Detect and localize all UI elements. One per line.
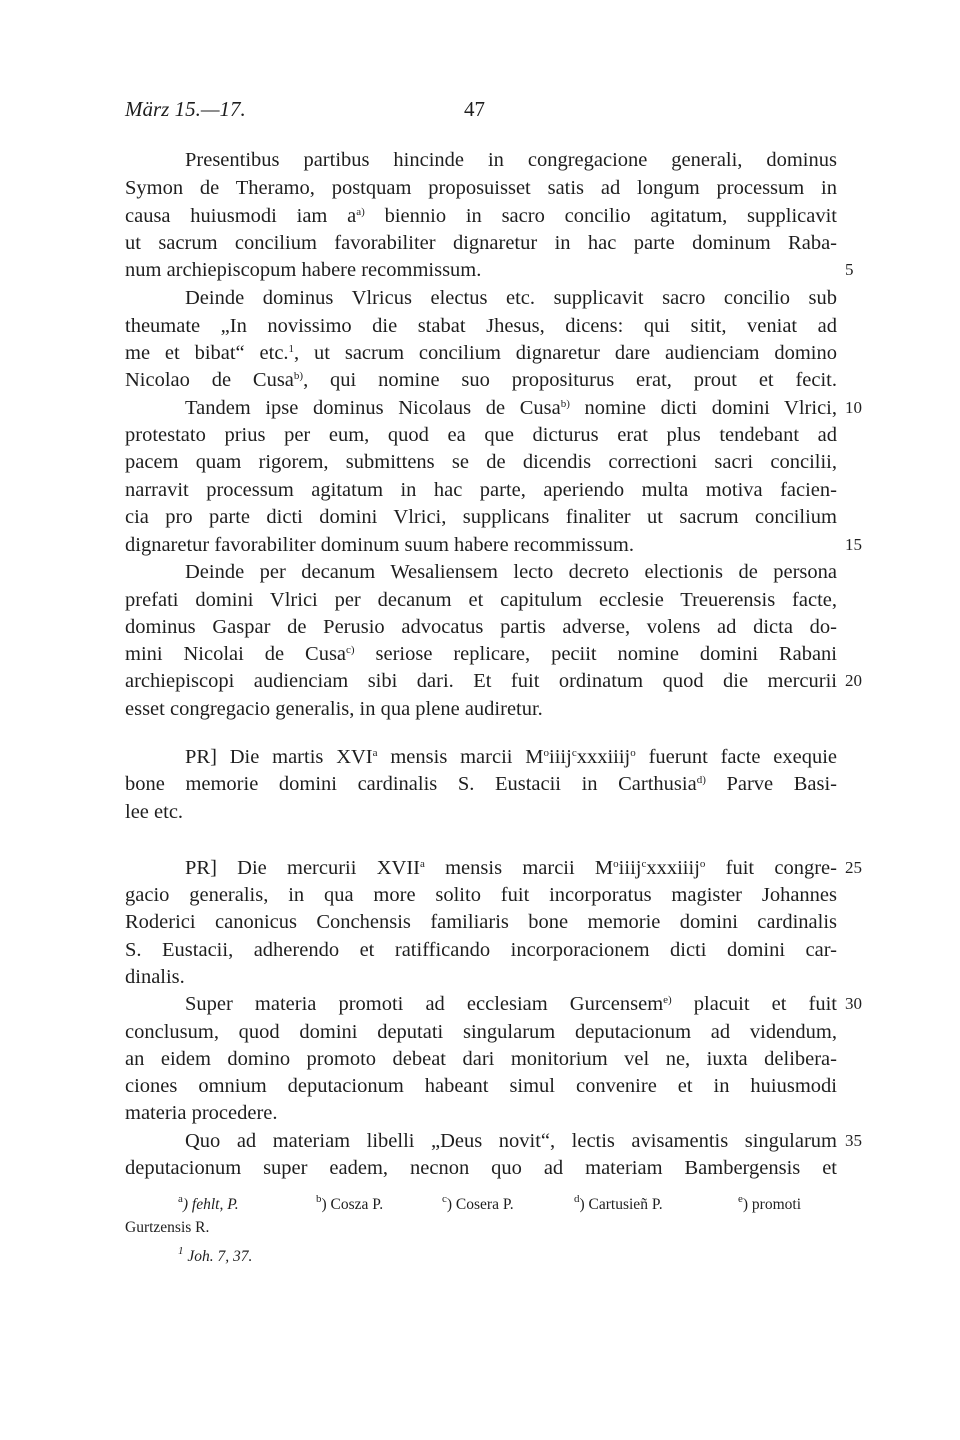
text-line: ciones omnium deputacionum habeant simul convenire et in huiusmodi [125,1075,837,1097]
text-span: fuerunt facte exequie [635,746,837,768]
text-line [125,203,837,229]
text-line: deputacionum super eadem, necnon quo ad materiam Bambergensis et [125,1157,837,1179]
text-line: S. Eustacii, adherendo et ratifficando incorporacionem dicti domini car- [125,939,837,961]
text-line [185,991,837,1017]
footnote-mark: 1 [178,1245,184,1257]
text-line [125,340,837,366]
text-line: Symon de Theramo, postquam proposuisset satis ad longum processum in [125,177,837,199]
text-line: dominus Gaspar de Perusio advocatus partis adverse, volens ad dicta do- [125,616,837,638]
footnote-e-continuation: Gurtzensis R. [125,1219,210,1236]
superscript: a [419,858,425,870]
text-span: bone memorie domini cardinalis S. Eustacii in Carthusia [125,773,697,795]
text-line: dignaretur favorabiliter dominum suum habere recommissum. [125,534,634,556]
text-span: iiij [618,857,642,879]
line-number: 25 [845,858,862,877]
superscript: a [372,747,378,759]
superscript: o [613,858,619,870]
footnote-text: ) promoti [742,1196,802,1213]
text-line: conclusum, quod domini deputati singularum deputacionum ad videndum, [125,1021,837,1043]
text-span: PR] Die martis XVI [185,746,373,768]
text-line: lee etc. [125,801,184,823]
text-span: causa huiusmodi iam a [125,205,357,227]
text-span: me et bibat“ etc. [125,342,289,364]
text-span: seriose replicare, peciit nomine domini Rabani [354,643,837,665]
footnote-text: ) Cosera P. [446,1196,514,1213]
line-number: 5 [845,260,854,279]
text-line: an eidem domino promoto debeat dari monitorium vel ne, iuxta delibera- [125,1048,837,1070]
superscript: o [699,858,706,870]
text-line: ut sacrum concilium favorabiliter dignaretur in hac parte dominum Raba- [125,232,837,254]
text-line: pacem quam rigorem, submittens se de dicendis correctioni sacri concilii, [125,451,837,473]
footnote-text: ) Cartusieñ P. [579,1196,663,1213]
line-number: 10 [845,398,862,417]
footnote-marker: 1 [288,343,295,355]
text-line: protestato prius per eum, quod ea que dicturus erat plus tendebant ad [125,424,837,446]
footnote-e [738,1194,801,1216]
text-span: , ut sacrum concilium dignaretur dare audienciam domino [294,342,837,364]
footnote-marker: b) [293,370,304,382]
text-line: num archiepiscopum habere recommissum. [125,259,482,281]
text-line [185,395,837,421]
text-line [185,744,837,770]
line-number: 35 [845,1131,862,1150]
footnote-a [178,1194,239,1216]
footnote-marker: a) [356,206,365,218]
running-head [0,97,960,123]
footnote-mark: c [442,1193,447,1205]
text-span: mensis marcii M [377,746,544,768]
text-line: materia procedere. [125,1102,278,1124]
text-line [125,367,837,393]
superscript: o [630,747,636,759]
footnote-c [442,1194,514,1216]
text-line: narravit processum agitatum in hac parte, aperiendo multa motiva facien- [125,479,837,501]
text-line: gacio generalis, in qua more solito fuit incorporatus magister Johannes [125,884,837,906]
running-head-date: März 15.—17. [125,97,246,121]
text-line: dinalis. [125,966,185,988]
footnote-mark: a [178,1193,183,1205]
text-line [125,771,837,797]
text-span: mini Nicolai de Cusa [125,643,347,665]
footnote-mark: e [738,1193,743,1205]
text-line [185,855,837,881]
line-number: 15 [845,535,862,554]
line-number: 20 [845,671,862,690]
line-number: 30 [845,994,862,1013]
superscript: o [543,747,550,759]
footnote-text: ) Cosza P. [321,1196,384,1213]
footnote-mark: d [574,1193,580,1205]
text-span: , qui nomine suo propositurus erat, prout et fecit. [303,369,837,391]
text-line: cia pro parte dicti domini Vlrici, supplicans finaliter ut sacrum concilium [125,506,837,528]
superscript: c [571,747,577,759]
superscript: c [641,858,647,870]
text-line: Deinde dominus Vlricus electus etc. supplicavit sacro concilio sub [185,287,837,309]
text-span: Parve Basi- [705,773,838,795]
footnote-mark: b [316,1193,322,1205]
text-span: biennio in sacro concilio agitatum, supplicavit [364,205,837,227]
text-span: nomine dicti domini Vlrici, [569,397,837,419]
text-line: Deinde per decanum Wesaliensem lecto decreto electionis de persona [185,561,837,583]
text-line: Presentibus partibus hincinde in congregacione generali, dominus [185,149,837,171]
footnote-text: ) fehlt, P. [182,1196,239,1213]
text-line: esset congregacio generalis, in qua plene audiretur. [125,698,543,720]
text-span: xxxiiij [646,857,700,879]
footnote-b [316,1194,383,1216]
text-span: xxxiiij [576,746,631,768]
text-line [125,641,837,667]
text-span: iiij [549,746,572,768]
footnote-reference [178,1246,252,1268]
text-span: placuit et fuit [671,993,837,1015]
text-span: Tandem ipse dominus Nicolaus de Cusa [185,397,561,419]
footnote-marker: d) [696,774,706,786]
text-span: mensis marcii M [424,857,614,879]
text-line: theumate „In novissimo die stabat Jhesus, dicens: qui sitit, veniat ad [125,315,837,337]
footnote-marker: c) [346,644,355,656]
text-line: Roderici canonicus Conchensis familiaris bone memorie domini cardinalis [125,911,837,933]
page-number: 47 [464,97,485,121]
text-span: fuit congre- [705,857,837,879]
text-line: prefati domini Vlrici per decanum et capitulum ecclesie Treuerensis facte, [125,589,837,611]
text-span: PR] Die mercurii XVII [185,857,420,879]
text-line: Quo ad materiam libelli „Deus novit“, lectis avisamentis singularum [185,1130,837,1152]
footnote-marker: b) [560,398,570,410]
footnote-text: Joh. 7, 37. [183,1248,253,1265]
text-line: archiepiscopi audienciam sibi dari. Et fuit ordinatum quod die mercurii [125,670,837,692]
text-span: Super materia promoti ad ecclesiam Gurcensem [185,993,664,1015]
footnote-marker: e) [663,994,672,1006]
footnote-d [574,1194,663,1216]
text-span: Nicolao de Cusa [125,369,294,391]
